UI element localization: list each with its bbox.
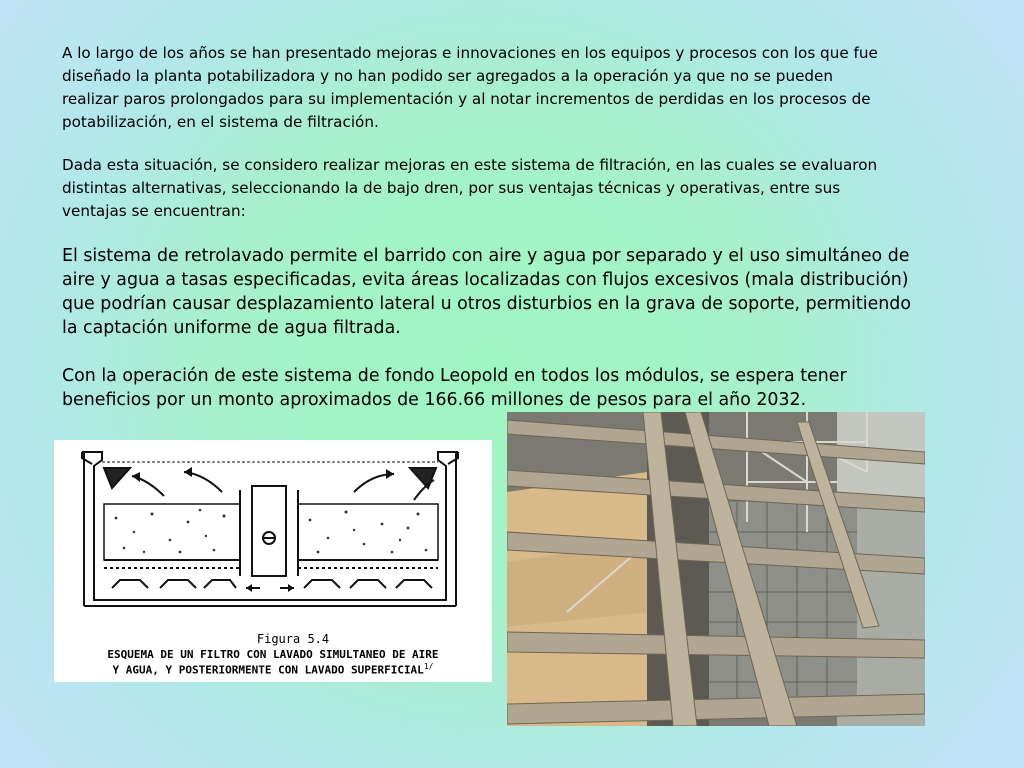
filter-structure-photo-drawing [507, 412, 925, 726]
benefits-paragraph: Con la operación de este sistema de fondo Leopold en todos los módulos, se espera tener beneficios por un monto aproximados de 166.66 millones de pesos para el año 2032. [62, 366, 847, 410]
figure-caption-line2 [54, 662, 492, 677]
situation-paragraph: Dada esta situación, se considero realizar mejoras en este sistema de filtración, en las cuales se evaluaron distintas alternativas, seleccionando la de bajo dren, por sus ventajas técnicas y operativas, entre sus ventajas se encuentran: [62, 156, 878, 220]
intro-paragraph: A lo largo de los años se han presentado mejoras e innovaciones en los equipos y procesos con los que fue diseñado la planta potabilizadora y no han podido ser agregados a la operación ya que no se pueden realizar paros prolongados para su implementación y al notar incrementos de perdidas en los procesos de potabilización, en el sistema de filtración. [62, 44, 878, 131]
figure-caption-line2-text: Y AGUA, Y POSTERIORMENTE CON LAVADO SUPERFICIAL [112, 663, 424, 677]
figure-number: Figura 5.4 [256, 632, 330, 646]
figure-caption-line1: ESQUEMA DE UN FILTRO CON LAVADO SIMULTANEO DE AIRE [107, 648, 439, 661]
figure-footnote-mark: 1/ [423, 662, 434, 671]
filter-schematic-figure [54, 440, 492, 682]
filter-structure-photo [507, 412, 925, 726]
backwash-paragraph: El sistema de retrolavado permite el barrido con aire y agua por separado y el uso simultáneo de aire y agua a tasas especificadas, evita áreas localizadas con flujos excesivos (mala distribución) que podrían causar desplazamiento lateral u otros disturbios en la grava de soporte, permitiendo la captación uniforme de agua filtrada. [62, 246, 911, 338]
